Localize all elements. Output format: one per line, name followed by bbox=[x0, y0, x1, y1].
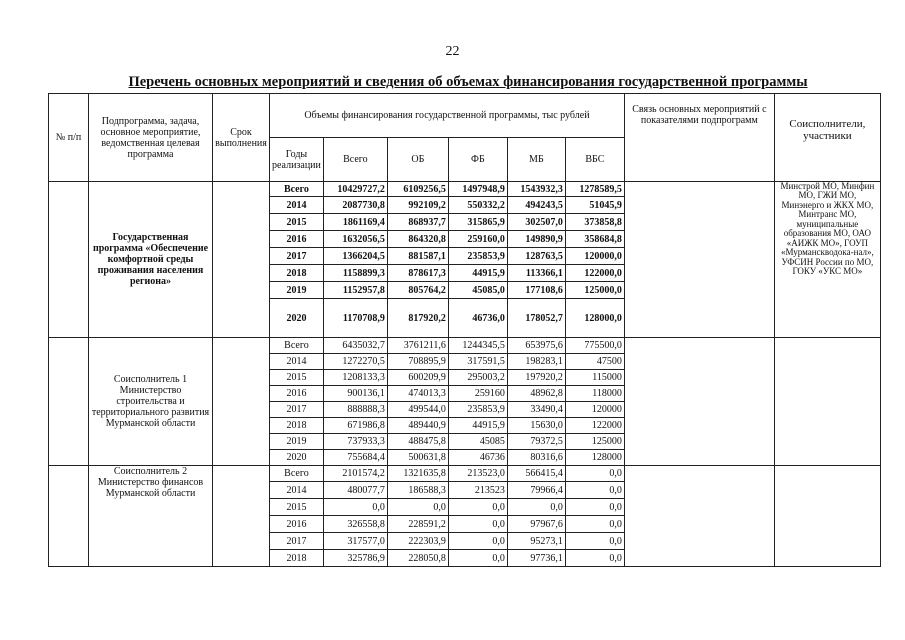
value-cell-mb: 97967,6 bbox=[507, 516, 565, 533]
value-cell-fb: 46736,0 bbox=[448, 299, 507, 338]
value-cell-vbs: 125000 bbox=[565, 434, 624, 450]
value-cell-mb: 494243,5 bbox=[507, 197, 565, 214]
year-cell: 2014 bbox=[270, 197, 324, 214]
header-ob: ОБ bbox=[387, 138, 448, 182]
value-cell-fb: 1497948,9 bbox=[448, 182, 507, 197]
year-cell: 2014 bbox=[270, 354, 324, 370]
value-cell-fb: 46736 bbox=[448, 450, 507, 466]
value-cell-fb: 1244345,5 bbox=[448, 338, 507, 354]
value-cell-fb: 45085,0 bbox=[448, 282, 507, 299]
year-cell: 2015 bbox=[270, 499, 324, 516]
value-cell-fb: 0,0 bbox=[448, 533, 507, 550]
year-cell: 2018 bbox=[270, 550, 324, 567]
value-cell-ob: 499544,0 bbox=[387, 402, 448, 418]
value-cell-mb: 566415,4 bbox=[507, 466, 565, 482]
value-cell-total: 755684,4 bbox=[323, 450, 387, 466]
value-cell-vbs: 120000,0 bbox=[565, 248, 624, 265]
row-number-cell bbox=[49, 182, 89, 338]
year-cell: Всего bbox=[270, 466, 324, 482]
value-cell-vbs: 120000 bbox=[565, 402, 624, 418]
year-cell: 2019 bbox=[270, 282, 324, 299]
year-cell: 2015 bbox=[270, 214, 324, 231]
value-cell-vbs: 0,0 bbox=[565, 466, 624, 482]
year-cell: Всего bbox=[270, 182, 324, 197]
value-cell-total: 1158899,3 bbox=[323, 265, 387, 282]
value-cell-vbs: 128000,0 bbox=[565, 299, 624, 338]
value-cell-ob: 878617,3 bbox=[387, 265, 448, 282]
table-row bbox=[49, 338, 881, 354]
value-cell-vbs: 0,0 bbox=[565, 550, 624, 567]
value-cell-ob: 474013,3 bbox=[387, 386, 448, 402]
value-cell-vbs: 122000 bbox=[565, 418, 624, 434]
value-cell-ob: 228591,2 bbox=[387, 516, 448, 533]
value-cell-ob: 6109256,5 bbox=[387, 182, 448, 197]
value-cell-fb: 45085 bbox=[448, 434, 507, 450]
value-cell-ob: 868937,7 bbox=[387, 214, 448, 231]
value-cell-ob: 805764,2 bbox=[387, 282, 448, 299]
value-cell-total: 326558,8 bbox=[323, 516, 387, 533]
value-cell-vbs: 358684,8 bbox=[565, 231, 624, 248]
value-cell-fb: 0,0 bbox=[448, 550, 507, 567]
year-cell: Всего bbox=[270, 338, 324, 354]
year-cell: 2019 bbox=[270, 434, 324, 450]
header-link: Связь основных мероприятий с показателями подпрограмм bbox=[624, 94, 774, 182]
value-cell-vbs: 1278589,5 bbox=[565, 182, 624, 197]
document-title: Перечень основных мероприятий и сведения об объемах финансирования государственной программы bbox=[128, 74, 808, 90]
value-cell-ob: 992109,2 bbox=[387, 197, 448, 214]
row-number-cell bbox=[49, 466, 89, 567]
value-cell-fb: 259160 bbox=[448, 386, 507, 402]
value-cell-vbs: 115000 bbox=[565, 370, 624, 386]
value-cell-total: 1861169,4 bbox=[323, 214, 387, 231]
value-cell-mb: 149890,9 bbox=[507, 231, 565, 248]
term-cell bbox=[213, 182, 270, 338]
value-cell-ob: 600209,9 bbox=[387, 370, 448, 386]
value-cell-mb: 33490,4 bbox=[507, 402, 565, 418]
value-cell-ob: 222303,9 bbox=[387, 533, 448, 550]
value-cell-mb: 1543932,3 bbox=[507, 182, 565, 197]
value-cell-ob: 1321635,8 bbox=[387, 466, 448, 482]
value-cell-mb: 79966,4 bbox=[507, 482, 565, 499]
term-cell bbox=[213, 338, 270, 466]
year-cell: 2017 bbox=[270, 402, 324, 418]
year-cell: 2016 bbox=[270, 516, 324, 533]
value-cell-fb: 0,0 bbox=[448, 516, 507, 533]
value-cell-vbs: 122000,0 bbox=[565, 265, 624, 282]
value-cell-mb: 113366,1 bbox=[507, 265, 565, 282]
subprogram-name: Государственная программа «Обеспечение комфортной среды проживания населения региона» bbox=[89, 182, 213, 338]
value-cell-fb: 235853,9 bbox=[448, 248, 507, 265]
value-cell-ob: 3761211,6 bbox=[387, 338, 448, 354]
header-fb: ФБ bbox=[448, 138, 507, 182]
value-cell-fb: 259160,0 bbox=[448, 231, 507, 248]
header-funding: Объемы финансирования государственной программы, тыс рублей bbox=[270, 94, 625, 138]
header-term: Срок выполнения bbox=[213, 94, 270, 182]
value-cell-mb: 95273,1 bbox=[507, 533, 565, 550]
value-cell-total: 1272270,5 bbox=[323, 354, 387, 370]
value-cell-total: 317577,0 bbox=[323, 533, 387, 550]
link-cell bbox=[624, 182, 774, 338]
value-cell-fb: 44915,9 bbox=[448, 418, 507, 434]
year-cell: 2016 bbox=[270, 231, 324, 248]
header-vbs: ВБС bbox=[565, 138, 624, 182]
value-cell-total: 1632056,5 bbox=[323, 231, 387, 248]
value-cell-ob: 228050,8 bbox=[387, 550, 448, 567]
value-cell-ob: 489440,9 bbox=[387, 418, 448, 434]
value-cell-vbs: 775500,0 bbox=[565, 338, 624, 354]
value-cell-total: 0,0 bbox=[323, 499, 387, 516]
value-cell-total: 888888,3 bbox=[323, 402, 387, 418]
year-cell: 2014 bbox=[270, 482, 324, 499]
value-cell-mb: 15630,0 bbox=[507, 418, 565, 434]
value-cell-total: 737933,3 bbox=[323, 434, 387, 450]
value-cell-total: 2087730,8 bbox=[323, 197, 387, 214]
value-cell-vbs: 0,0 bbox=[565, 482, 624, 499]
value-cell-vbs: 51045,9 bbox=[565, 197, 624, 214]
subprogram-name: Соисполнитель 2 Министерство финансов Мурманской области bbox=[89, 466, 213, 567]
header-total: Всего bbox=[323, 138, 387, 182]
year-cell: 2020 bbox=[270, 450, 324, 466]
value-cell-ob: 708895,9 bbox=[387, 354, 448, 370]
value-cell-fb: 317591,5 bbox=[448, 354, 507, 370]
value-cell-fb: 315865,9 bbox=[448, 214, 507, 231]
value-cell-mb: 302507,0 bbox=[507, 214, 565, 231]
year-cell: 2018 bbox=[270, 418, 324, 434]
value-cell-vbs: 373858,8 bbox=[565, 214, 624, 231]
value-cell-ob: 0,0 bbox=[387, 499, 448, 516]
value-cell-mb: 198283,1 bbox=[507, 354, 565, 370]
year-cell: 2018 bbox=[270, 265, 324, 282]
value-cell-total: 1366204,5 bbox=[323, 248, 387, 265]
header-mb: МБ bbox=[507, 138, 565, 182]
value-cell-fb: 213523,0 bbox=[448, 466, 507, 482]
term-cell bbox=[213, 466, 270, 567]
value-cell-vbs: 128000 bbox=[565, 450, 624, 466]
value-cell-mb: 177108,6 bbox=[507, 282, 565, 299]
value-cell-mb: 80316,6 bbox=[507, 450, 565, 466]
subprogram-name: Соисполнитель 1 Министерство строительства и территориального развития Мурманской области bbox=[89, 338, 213, 466]
value-cell-ob: 881587,1 bbox=[387, 248, 448, 265]
header-num: № п/п bbox=[49, 94, 89, 182]
value-cell-total: 10429727,2 bbox=[323, 182, 387, 197]
value-cell-vbs: 47500 bbox=[565, 354, 624, 370]
year-cell: 2017 bbox=[270, 248, 324, 265]
value-cell-ob: 186588,3 bbox=[387, 482, 448, 499]
value-cell-total: 325786,9 bbox=[323, 550, 387, 567]
value-cell-vbs: 0,0 bbox=[565, 533, 624, 550]
value-cell-mb: 97736,1 bbox=[507, 550, 565, 567]
value-cell-mb: 653975,6 bbox=[507, 338, 565, 354]
link-cell bbox=[624, 338, 774, 466]
link-cell bbox=[624, 466, 774, 567]
value-cell-vbs: 125000,0 bbox=[565, 282, 624, 299]
header-coexec: Соисполнители, участники bbox=[774, 94, 880, 182]
header-subprogram: Подпрограмма, задача, основное мероприятие, ведомственная целевая программа bbox=[89, 94, 213, 182]
funding-table bbox=[48, 93, 881, 567]
value-cell-fb: 295003,2 bbox=[448, 370, 507, 386]
value-cell-total: 1208133,3 bbox=[323, 370, 387, 386]
value-cell-total: 900136,1 bbox=[323, 386, 387, 402]
value-cell-total: 6435032,7 bbox=[323, 338, 387, 354]
year-cell: 2015 bbox=[270, 370, 324, 386]
value-cell-ob: 488475,8 bbox=[387, 434, 448, 450]
header-years: Годы реализации bbox=[270, 138, 324, 182]
value-cell-mb: 128763,5 bbox=[507, 248, 565, 265]
coexecutors-cell: Минстрой МО, Минфин МО, ГЖИ МО, Минэнерго и ЖКХ МО, Минтранс МО, муниципальные образования МО, ОАО «АИЖК МО», ГОУП «Мурманскводока-нал», УФСИН России по МО, ГОКУ «УКС МО» bbox=[774, 182, 880, 338]
year-cell: 2017 bbox=[270, 533, 324, 550]
value-cell-total: 480077,7 bbox=[323, 482, 387, 499]
value-cell-fb: 0,0 bbox=[448, 499, 507, 516]
value-cell-fb: 235853,9 bbox=[448, 402, 507, 418]
value-cell-ob: 500631,8 bbox=[387, 450, 448, 466]
value-cell-vbs: 0,0 bbox=[565, 516, 624, 533]
year-cell: 2016 bbox=[270, 386, 324, 402]
value-cell-mb: 197920,2 bbox=[507, 370, 565, 386]
value-cell-mb: 178052,7 bbox=[507, 299, 565, 338]
value-cell-ob: 864320,8 bbox=[387, 231, 448, 248]
table-row bbox=[49, 182, 881, 197]
value-cell-total: 1170708,9 bbox=[323, 299, 387, 338]
value-cell-ob: 817920,2 bbox=[387, 299, 448, 338]
table-row bbox=[49, 466, 881, 482]
value-cell-vbs: 118000 bbox=[565, 386, 624, 402]
value-cell-total: 671986,8 bbox=[323, 418, 387, 434]
value-cell-total: 1152957,8 bbox=[323, 282, 387, 299]
row-number-cell bbox=[49, 338, 89, 466]
year-cell: 2020 bbox=[270, 299, 324, 338]
page-number: 22 bbox=[445, 44, 460, 59]
coexecutors-cell bbox=[774, 338, 880, 466]
value-cell-mb: 0,0 bbox=[507, 499, 565, 516]
value-cell-mb: 79372,5 bbox=[507, 434, 565, 450]
value-cell-mb: 48962,8 bbox=[507, 386, 565, 402]
value-cell-total: 2101574,2 bbox=[323, 466, 387, 482]
value-cell-fb: 550332,2 bbox=[448, 197, 507, 214]
value-cell-fb: 44915,9 bbox=[448, 265, 507, 282]
coexecutors-cell bbox=[774, 466, 880, 567]
value-cell-fb: 213523 bbox=[448, 482, 507, 499]
value-cell-vbs: 0,0 bbox=[565, 499, 624, 516]
